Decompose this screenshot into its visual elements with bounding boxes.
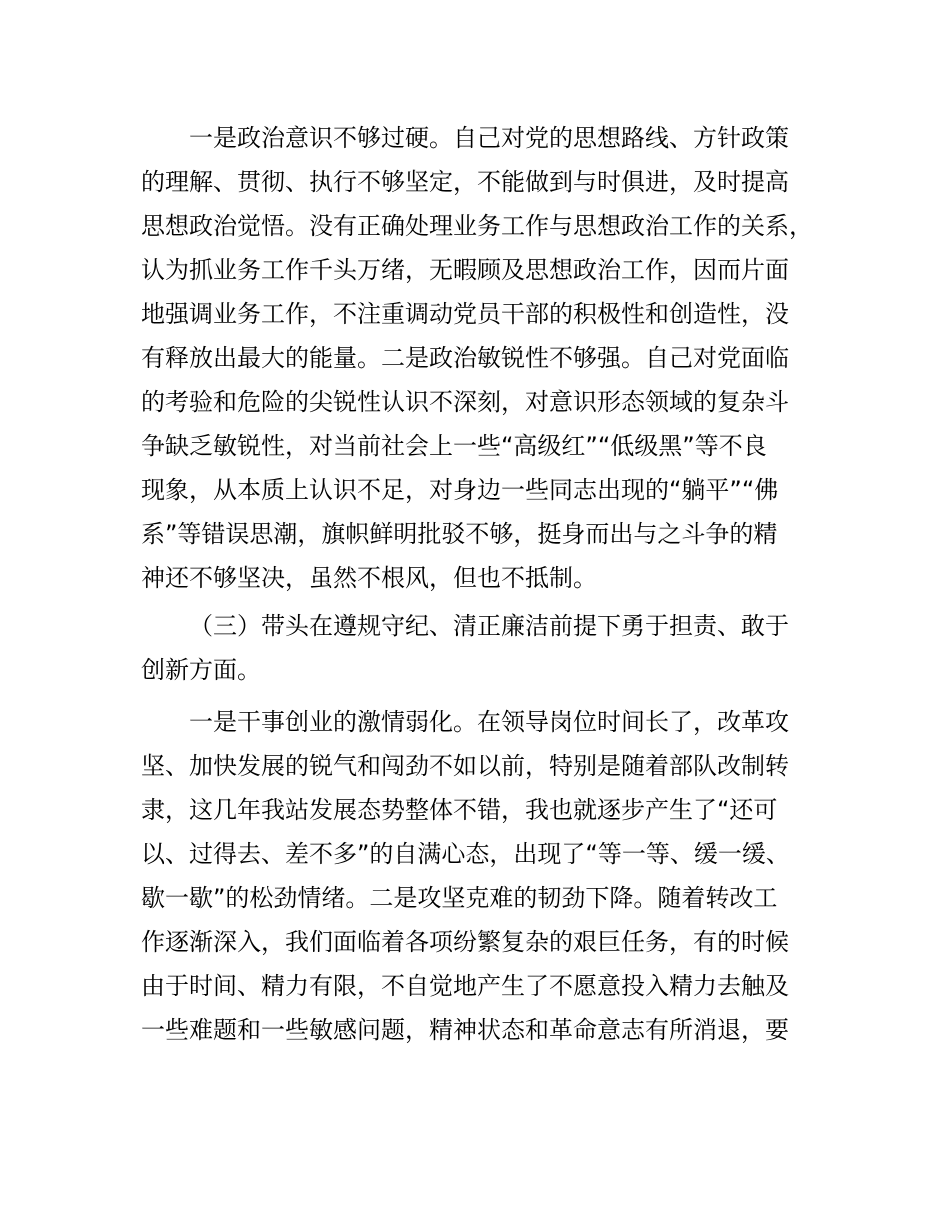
heading-line: （三）带头在遵规守纪、清正廉洁前提下勇于担责、敢于: [189, 612, 789, 640]
paragraph-line: 争缺乏敏锐性，对当前社会上一些“高级红”“低级黑”等不良: [141, 432, 767, 460]
paragraph-line: 的考验和危险的尖锐性认识不深刻，对意识形态领域的复杂斗: [141, 388, 789, 416]
paragraph-line: 一是干事创业的激情弱化。在领导岗位时间长了，改革攻: [189, 708, 789, 736]
heading-line: 创新方面。: [141, 656, 261, 684]
paragraph-line: 隶，这几年我站发展态势整体不错，我也就逐步产生了“还可: [141, 796, 778, 824]
paragraph-line: 认为抓业务工作千头万绪，无暇顾及思想政治工作，因而片面: [141, 256, 789, 284]
paragraph-line: 有释放出最大的能量。二是政治敏锐性不够强。自己对党面临: [141, 344, 789, 372]
paragraph-line: 神还不够坚决，虽然不根风，但也不抵制。: [141, 564, 597, 592]
paragraph-political-awareness: [141, 122, 841, 592]
paragraph-line: 作逐渐深入，我们面临着各项纷繁复杂的艰巨任务，有的时候: [141, 928, 789, 956]
paragraph-line: 的理解、贯彻、执行不够坚定，不能做到与时俱进，及时提高: [141, 168, 789, 196]
paragraph-line: 系”等错误思潮，旗帜鲜明批驳不够，挺身而出与之斗争的精: [141, 520, 778, 548]
paragraph-line: 以、过得去、差不多”的自满心态，出现了“等一等、缓一缓、: [141, 840, 790, 868]
paragraph-entrepreneurial-passion: [141, 706, 841, 1046]
paragraph-line: 思想政治觉悟。没有正确处理业务工作与思想政治工作的关系，: [141, 212, 813, 240]
paragraph-line: 现象，从本质上认识不足，对身边一些同志出现的“躺平”“佛: [141, 476, 779, 504]
section-heading-three: [141, 610, 841, 686]
paragraph-line: 由于时间、精力有限，不自觉地产生了不愿意投入精力去触及: [141, 972, 789, 1000]
paragraph-line: 一是政治意识不够过硬。自己对党的思想路线、方针政策: [189, 124, 789, 152]
paragraph-line: 地强调业务工作，不注重调动党员干部的积极性和创造性，没: [141, 300, 789, 328]
paragraph-line: 歇一歇”的松劲情绪。二是攻坚克难的韧劲下降。随着转改工: [141, 884, 778, 912]
paragraph-line: 一些难题和一些敏感问题，精神状态和革命意志有所消退，要: [141, 1016, 789, 1044]
paragraph-line: 坚、加快发展的锐气和闯劲不如以前，特别是随着部队改制转: [141, 752, 789, 780]
